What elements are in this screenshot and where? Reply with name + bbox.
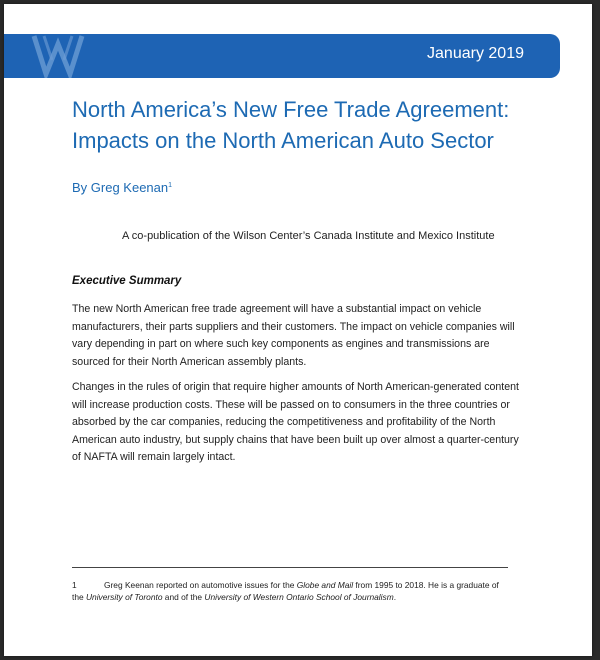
footnote-italic-c: University of Western Ontario School of Journalism: [204, 592, 394, 602]
title-line-1: North America’s New Free Trade Agreement:: [72, 97, 510, 122]
summary-paragraph-1: The new North American free trade agreement will have a substantial impact on vehicle manufacturers, their parts suppliers and their customers. The impact on vehicle companies will vary depending in part on where such key components as engines and transmissions are sourced for their North American assembly plants.: [72, 303, 515, 368]
footnote-italic-a: Globe and Mail: [296, 580, 354, 590]
author-byline: [72, 180, 172, 195]
footnote-marker: 1: [168, 182, 173, 189]
summary-paragraph-2: Changes in the rules of origin that require higher amounts of North American-generated content will increase production costs. These will be passed on to consumers in the three countries or absorbed by the car companies, reducing the competitiveness and profitability of the North American auto industry, but supply chains that have been built up over almost a quarter-century of NAFTA will remain largely intact.: [72, 381, 519, 463]
author-name: By Greg Keenan: [72, 180, 169, 195]
executive-summary-heading: Executive Summary: [72, 275, 182, 287]
document-page: [4, 4, 592, 656]
footnote-number: 1: [72, 580, 77, 590]
footnote: [72, 579, 512, 603]
wilson-center-w-logo-icon: [30, 34, 90, 78]
document-title: [72, 94, 552, 156]
footnote-text-d: .: [393, 592, 397, 602]
footnote-text-a: Greg Keenan reported on automotive issues for the: [104, 580, 297, 590]
publication-date: January 2019: [427, 45, 524, 62]
footnote-text-c: and of the: [162, 592, 205, 602]
footnote-text-b: from 1995 to 2018. He is a graduate of the: [72, 580, 499, 602]
title-line-2: Impacts on the North American Auto Sector: [72, 128, 494, 153]
copublication-note: A co-publication of the Wilson Center’s Canada Institute and Mexico Institute: [122, 230, 495, 242]
header-banner: [4, 34, 560, 78]
footnote-divider: [72, 567, 508, 568]
footnote-italic-b: University of Toronto: [85, 592, 163, 602]
